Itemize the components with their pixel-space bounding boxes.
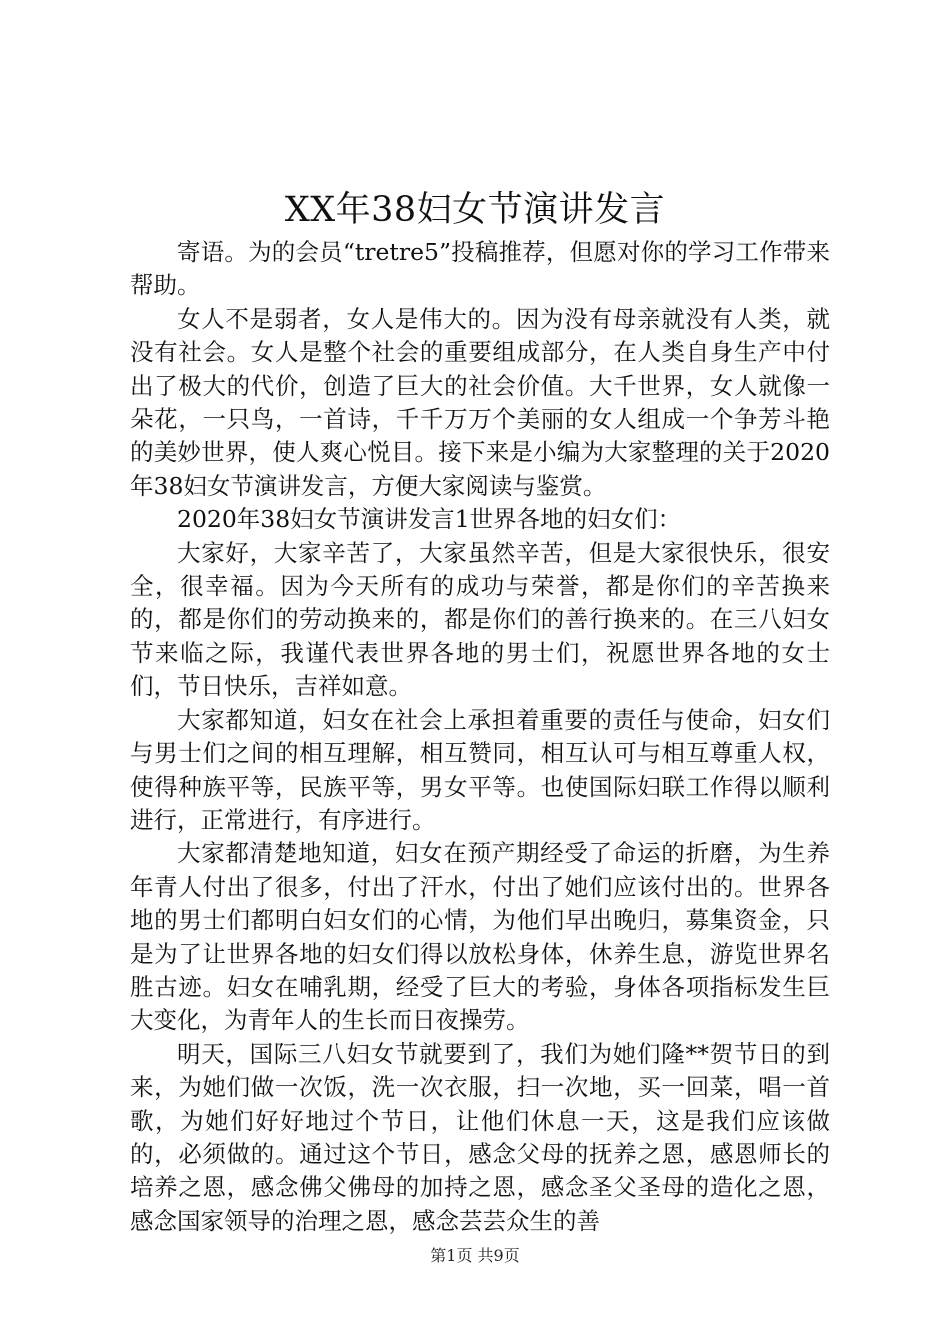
paragraph-preface: 女人不是弱者，女人是伟大的。因为没有母亲就没有人类，就没有社会。女人是整个社会的重要组成部分，在人类自身生产中付出了极大的代价，创造了巨大的社会价值。大千世界，女人就像一朵花，一只鸟，一首诗，千千万万个美丽的女人组成一个争芳斗艳的美妙世界，使人爽心悦目。接下来是小编为大家整理的关于2020年38妇女节演讲发言，方便大家阅读与鉴赏。 — [130, 304, 830, 500]
paragraph-celebration: 明天，国际三八妇女节就要到了，我们为她们隆**贺节日的到来，为她们做一次饭，洗一次衣服，扫一次地，买一回菜，唱一首歌，为她们好好地过个节日，让他们休息一天，这是我们应该做的，必须做的。通过这个节日，感念父母的抚养之恩，感恩师长的培养之恩，感念佛父佛母的加持之恩，感念圣父圣母的造化之恩，感念国家领导的治理之恩，感念芸芸众生的善 — [130, 1039, 830, 1235]
paragraph-sacrifice: 大家都清楚地知道，妇女在预产期经受了命运的折磨，为生养年青人付出了很多，付出了汗水，付出了她们应该付出的。世界各地的男士们都明白妇女们的心情，为他们早出晚归，募集资金，只是为了让世界各地的妇女们得以放松身体，休养生息，游览世界名胜古迹。妇女在哺乳期，经受了巨大的考验，身体各项指标发生巨大变化，为青年人的生长而日夜操劳。 — [130, 839, 830, 1035]
paragraph-speech-heading: 2020年38妇女节演讲发言1世界各地的妇女们： — [177, 505, 682, 534]
document-title: XX年38妇女节演讲发言 — [284, 190, 666, 230]
page-number-footer: 第1页 共9页 — [430, 1246, 520, 1265]
document-body — [130, 236, 830, 1238]
paragraph-intro-note: 寄语。为的会员“tretre5”投稿推荐，但愿对你的学习工作带来帮助。 — [130, 238, 830, 300]
paragraph-greeting: 大家好，大家辛苦了，大家虽然辛苦，但是大家很快乐，很安全，很幸福。因为今天所有的成功与荣誉，都是你们的辛苦换来的，都是你们的劳动换来的，都是你们的善行换来的。在三八妇女节来临之际，我谨代表世界各地的男士们，祝愿世界各地的女士们，节日快乐，吉祥如意。 — [130, 538, 830, 701]
paragraph-responsibility: 大家都知道，妇女在社会上承担着重要的责任与使命，妇女们与男士们之间的相互理解，相互赞同，相互认可与相互尊重人权，使得种族平等，民族平等，男女平等。也使国际妇联工作得以顺利进行，正常进行，有序进行。 — [130, 705, 830, 834]
